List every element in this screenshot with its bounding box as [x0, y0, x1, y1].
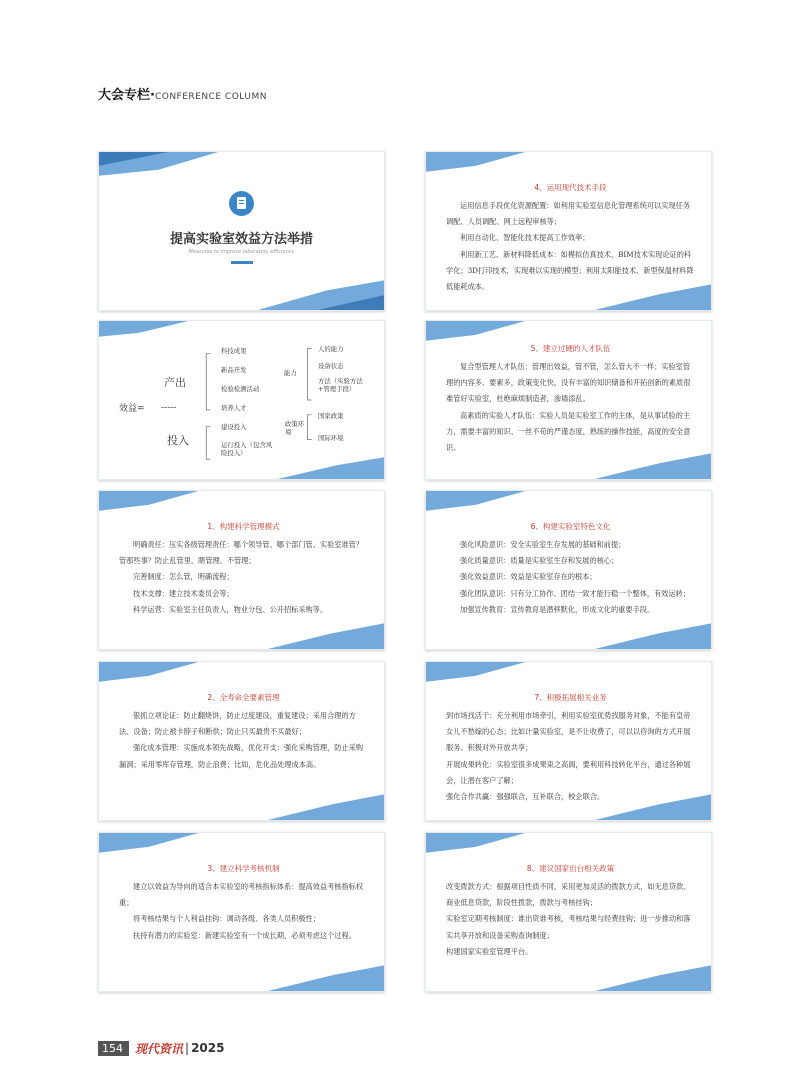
title-underline	[231, 261, 253, 264]
publication-logo: 现代资讯	[135, 1041, 184, 1056]
slide-paragraph: 加强宣传教育：宣传教育是潜移默化，形成文化的重要手段。	[460, 604, 655, 614]
slide-paragraph: 强化风险意识：安全实验室生存发展的基础和前提；	[460, 540, 626, 549]
slide-paragraph: 明确责任：压实各级管理责任：哪个领导管、哪个部门管、实验室谁管？管那些事？防止乱管里、瞎管理、不管理；	[119, 540, 364, 566]
slide-paragraph: 完善制度：怎么管，明确流程；	[133, 572, 234, 582]
slide-heading: 4、运用现代技术手段	[534, 183, 607, 192]
slide-paragraph: 科学运营：实验室主任负责人，物业分包、公开招标采购等。	[133, 604, 328, 614]
slide-heading: 5、建立过硬的人才队伍	[530, 344, 611, 353]
slide-4	[425, 151, 712, 311]
slide-paragraph: 利用新工艺、新材料降低成本：如模拟仿真技术，BIM技术实现论证的科学化；3D打印技术，实现难以实现的模型；利用太阳能技术、新型保温材料降低能耗成本。	[446, 249, 694, 292]
slide-2	[98, 661, 385, 821]
ability-item: 人的能力	[318, 345, 344, 353]
page-header	[98, 84, 267, 103]
slide-paragraph: 强化质量意识：质量是实验室生存和发展的核心；	[460, 556, 619, 566]
output-item: 新品开发	[221, 366, 247, 374]
output-item: 培养人才	[221, 404, 247, 412]
slide-7	[425, 661, 712, 821]
input-label: 投入	[167, 434, 189, 447]
output-item: 检验检测活动	[221, 385, 260, 393]
ability-label: 能力	[284, 369, 297, 377]
page-number: 154	[98, 1041, 129, 1056]
slide-8	[425, 832, 712, 992]
footer-year: 2025	[191, 1041, 225, 1055]
slide-paragraph: 狠抓立项论证：防止翻烧饼，防止过度建设，重复建设；采用合理的方法、设备；防止被卡脖子和断供；防止只买最贵不买最好；	[119, 711, 356, 737]
slide-6	[425, 490, 712, 650]
slide-paragraph: 改变拨款方式：根据项目性质不同，采用更加灵活的拨款方式，如无息贷款、商业低息贷款，阶段性拨款，拨款与考核挂钩；	[446, 882, 691, 908]
section-label: 大会专栏·	[98, 88, 155, 103]
slide-paragraph: 高素质的实验人才队伍：实验人员是实验室工作的主体，是从事试验的主力，需要丰富的知识、一丝不苟的严谨态度，熟练的操作技能，高度的安全意识。	[446, 410, 691, 453]
slide-paragraph: 实验室定期考核制度：谁出资谁考核，考核结果与经费挂钩；进一步推动和落实共享开放和设备采购查询制度；	[446, 914, 691, 940]
slide-paragraph: 强化团队意识：只有分工协作、团结一致才能行稳一个整体，有效运转；	[460, 588, 691, 598]
slide-paragraph: 将考核结果与个人利益挂钩：调动各级、各类人员积极性；	[133, 914, 320, 924]
slide-paragraph: 建立以效益为导向的适合本实验室的考核指标体系：提高效益考核指标权重；	[119, 882, 364, 908]
slide-main-title: 提高实验室效益方法举措	[169, 232, 313, 247]
slide-paragraph: 强化成本管理：实施成本领先战略，优化开支：强化采购管理，防止采购漏洞；采用零库存管理，防止浪费；比如，危化品处理成本高。	[119, 743, 364, 769]
ability-item: 设备状态	[318, 362, 344, 370]
slide-title	[98, 151, 385, 311]
slide-paragraph: 运用信息手段优化资源配置：如利用实验室信息化管理系统可以实现任务调配、人员调配、网上远程审核等；	[446, 201, 691, 227]
slide-paragraph: 强化效益意识：效益是实验室存在的根本；	[460, 572, 597, 582]
slide-paragraph: 技术支撑：建立技术委员会等；	[133, 588, 234, 598]
ability-item: 方法（实验方法+管理手段）	[318, 377, 363, 393]
efficiency-label: 效益=	[119, 404, 145, 414]
slide-paragraph: 强化合作共赢：强强联合，互补联合，校企联合。	[446, 792, 605, 802]
section-label-en: CONFERENCE COLUMN	[154, 92, 267, 102]
slide-1	[98, 490, 385, 650]
slide-heading: 2、全寿命全要素管理	[207, 693, 280, 702]
slide-heading: 3、建立科学考核机制	[207, 864, 280, 873]
slide-paragraph: 构建国家实验室管理平台。	[446, 946, 533, 956]
output-item: 科技成果	[221, 347, 247, 355]
slide-paragraph: 到市场找活干：充分利用市场牵引，利用实验室优势找服务对象，不能有皇帝女儿不愁嫁的心态；比如计量实验室，是不让收费了，可以以咨询的方式开展服务、积极对外开放共享；	[446, 711, 691, 753]
slide-diagram	[98, 320, 385, 480]
policy-env-label: 政策环境	[285, 420, 305, 436]
slide-paragraph: 复合型管理人才队伍：管理出效益，管不管，怎么管大不一样；实验室管理的内容多、要素多，政策变化快，没有丰富的知识储备和开拓创新的素质很难管好实验室，杜绝麻烦制造者，渗墙添乱。	[446, 362, 691, 404]
slide-3	[98, 832, 385, 992]
slide-paragraph: 利用自动化、智能化技术提高工作效率；	[460, 233, 590, 243]
slide-heading: 6、构建实验室特色文化	[530, 522, 611, 531]
footer-separator: |	[185, 1041, 190, 1055]
slide-5	[425, 320, 712, 480]
slide-heading: 1、构建科学管理模式	[207, 522, 280, 531]
slide-heading: 8、建议国家出台相关政策	[526, 864, 615, 873]
output-label: 产出	[164, 376, 186, 389]
input-item: 建设投入	[221, 423, 247, 431]
slide-paragraph: 扶持有潜力的实验室：新建实验室有一个成长期，必须考虑这个过程。	[133, 930, 356, 940]
slide-paragraph: 开展成果转化：实验室很多成果束之高阁，要利用科技转化平台，通过各种展会，让潜在客户了解；	[446, 759, 691, 785]
document-icon	[229, 191, 254, 216]
page-footer	[98, 1040, 224, 1056]
slide-heading: 7、积极拓展相关业务	[534, 693, 607, 702]
input-item: 运行投入（包含风险投入）	[221, 441, 273, 457]
policy-item: 国家政策	[318, 412, 344, 420]
fraction-dashes: -----	[161, 403, 177, 413]
policy-item: 国际环境	[318, 434, 344, 442]
slide-subtitle: Measures to improve laboratory efficiency	[188, 249, 295, 255]
